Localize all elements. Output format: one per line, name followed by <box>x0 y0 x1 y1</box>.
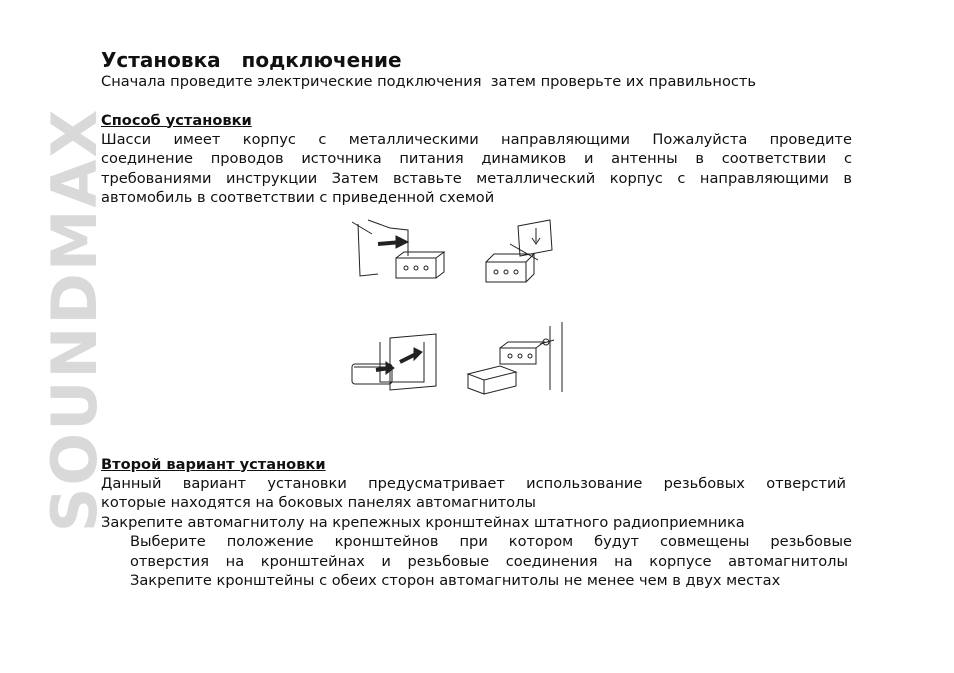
section2-line-2: которые находятся на боковых панелях автомагнитолы <box>101 494 536 511</box>
diagram-step-1 <box>352 220 444 278</box>
diagram-step-2 <box>486 220 552 282</box>
section-heading-method: Способ установки <box>101 111 252 129</box>
section-heading-second-variant: Второй вариант установки <box>101 455 326 473</box>
section2-indented-line-3: Закрепите кронштейны с обеих сторон автомагнитолы не менее чем в двух местах <box>130 572 781 589</box>
page-title: Установка подключение <box>101 48 402 72</box>
diagram-step-3 <box>352 334 436 390</box>
section2-line-1: Данный вариант установки предусматривает использование резьбовых отверстий <box>101 474 846 492</box>
section2-indented-line-2: отверстия на кронштейнах и резьбовые соединения на корпусе автомагнитолы <box>130 552 848 570</box>
section1-line-2: соединение проводов источника питания динамиков и антенны в соответствии с <box>101 150 852 167</box>
section2-line-3: Закрепите автомагнитолу на крепежных кронштейнах штатного радиоприемника <box>101 513 745 531</box>
section2-indented-line-1: Выберите положение кронштейнов при котором будут совмещены резьбовые <box>130 533 852 550</box>
intro-text: Сначала проведите электрические подключения затем проверьте их правильность <box>101 73 756 90</box>
diagram-step-4 <box>468 322 562 394</box>
section1-line-1: Шасси имеет корпус с металлическими направляющими Пожалуйста проведите <box>101 130 852 148</box>
brand-text: SOUNDMAX <box>38 107 111 533</box>
section1-line-3: требованиями инструкции Затем вставьте металлический корпус с направляющими в <box>101 169 852 187</box>
brand-watermark <box>38 44 111 596</box>
section1-line-4: автомобиль в соответствии с приведенной схемой <box>101 189 495 206</box>
installation-diagram-icon <box>340 214 585 444</box>
